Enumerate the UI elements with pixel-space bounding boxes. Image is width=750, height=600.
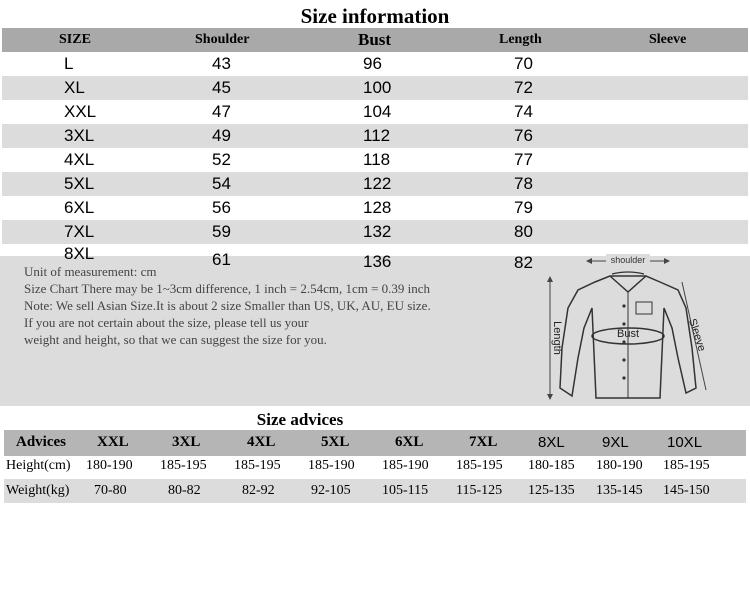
advice-header-row	[4, 430, 746, 456]
cell-size: 3XL	[64, 126, 95, 145]
header-shoulder: Shoulder	[195, 32, 250, 47]
height-value: 185-195	[160, 458, 207, 473]
weight-value: 70-80	[94, 483, 127, 498]
cell-shoulder: 52	[212, 150, 231, 169]
table-row	[2, 220, 748, 244]
height-value: 180-190	[596, 458, 643, 473]
table-row	[2, 196, 748, 220]
length-label: Length	[551, 321, 563, 355]
weight-value: 125-135	[528, 483, 575, 498]
cell-size: 8XL	[64, 244, 95, 263]
note-line: Unit of measurement: cm	[24, 264, 157, 279]
height-value: 185-190	[382, 458, 429, 473]
advice-header: 3XL	[172, 434, 201, 450]
cell-size: XXL	[64, 102, 97, 121]
weight-value: 82-92	[242, 483, 275, 498]
size-notes	[24, 263, 431, 348]
weight-label: Weight(kg)	[6, 483, 70, 498]
height-value: 180-190	[86, 458, 133, 473]
header-size: SIZE	[59, 32, 91, 47]
size-table	[2, 28, 748, 244]
note-line: If you are not certain about the size, please tell us your	[24, 315, 309, 330]
cell-size: XL	[64, 78, 85, 97]
bust-label: Bust	[616, 328, 640, 340]
cell-bust: 122	[363, 174, 392, 193]
cell-length: 70	[514, 54, 533, 73]
note-line: Note: We sell Asian Size.It is about 2 size Smaller than US, UK, AU, EU size.	[24, 298, 431, 313]
cell-length: 78	[514, 174, 533, 193]
cell-shoulder: 47	[212, 102, 231, 121]
cell-length: 80	[514, 222, 533, 241]
weight-value: 135-145	[596, 483, 643, 498]
advice-weight-row	[4, 479, 746, 503]
cell-size: 4XL	[64, 150, 95, 169]
cell-shoulder: 43	[212, 54, 231, 73]
advice-title: Size advices	[256, 410, 344, 429]
header-bust: Bust	[358, 30, 392, 49]
cell-shoulder: 56	[212, 198, 231, 217]
header-sleeve: Sleeve	[649, 32, 687, 47]
cell-shoulder: 45	[212, 78, 231, 97]
cell-shoulder: 54	[212, 174, 231, 193]
weight-value: 145-150	[663, 483, 710, 498]
cell-length: 74	[514, 102, 533, 121]
cell-bust: 104	[363, 102, 392, 121]
cell-length: 76	[514, 126, 533, 145]
height-value: 180-185	[528, 458, 575, 473]
note-line: Size Chart There may be 1~3cm difference, 1 inch = 2.54cm, 1cm = 0.39 inch	[24, 281, 431, 296]
cell-bust: 112	[363, 126, 391, 145]
advice-height-row	[4, 456, 746, 478]
advice-header: 5XL	[321, 434, 350, 450]
table-row	[2, 124, 748, 148]
advice-header: 8XL	[538, 434, 565, 451]
advice-header: 9XL	[602, 434, 629, 451]
cell-size: 5XL	[64, 174, 95, 193]
size-table-header	[2, 28, 748, 52]
cell-bust: 100	[363, 78, 392, 97]
cell-size: 6XL	[64, 198, 95, 217]
advice-header: 4XL	[247, 434, 276, 450]
height-value: 185-195	[234, 458, 281, 473]
cell-bust: 132	[363, 222, 392, 241]
table-row	[2, 100, 748, 124]
cell-size: L	[64, 54, 74, 73]
cell-shoulder: 49	[212, 126, 231, 145]
shirt-measurement-diagram	[540, 248, 710, 408]
cell-shoulder: 59	[212, 222, 231, 241]
cell-length: 72	[514, 78, 533, 97]
shoulder-label: shoulder	[610, 255, 646, 265]
weight-value: 92-105	[311, 483, 351, 498]
height-value: 185-195	[663, 458, 710, 473]
height-label: Height(cm)	[6, 458, 71, 473]
advice-header: Advices	[16, 434, 66, 450]
weight-value: 115-125	[456, 483, 503, 498]
advice-header: XXL	[97, 434, 129, 450]
weight-value: 105-115	[382, 483, 429, 498]
cell-bust: 128	[363, 198, 392, 217]
table-row	[2, 76, 748, 100]
table-row	[2, 172, 748, 196]
cell-length: 77	[514, 150, 533, 169]
cell-shoulder: 61	[212, 250, 231, 269]
page-title: Size information	[300, 4, 450, 28]
sleeve-label: Sleeve	[685, 317, 708, 353]
cell-length: 79	[514, 198, 533, 217]
table-row	[2, 148, 748, 172]
cell-size: 7XL	[64, 222, 95, 241]
cell-length: 82	[514, 253, 533, 272]
weight-value: 80-82	[168, 483, 201, 498]
cell-bust: 136	[363, 252, 392, 271]
height-value: 185-190	[308, 458, 355, 473]
table-row	[2, 52, 748, 76]
height-value: 185-195	[456, 458, 503, 473]
advice-header: 7XL	[469, 434, 498, 450]
cell-bust: 118	[363, 150, 391, 169]
header-length: Length	[499, 32, 542, 47]
note-line: weight and height, so that we can suggest the size for you.	[24, 332, 327, 347]
advice-header: 10XL	[667, 434, 703, 451]
advice-header: 6XL	[395, 434, 424, 450]
cell-bust: 96	[363, 54, 382, 73]
